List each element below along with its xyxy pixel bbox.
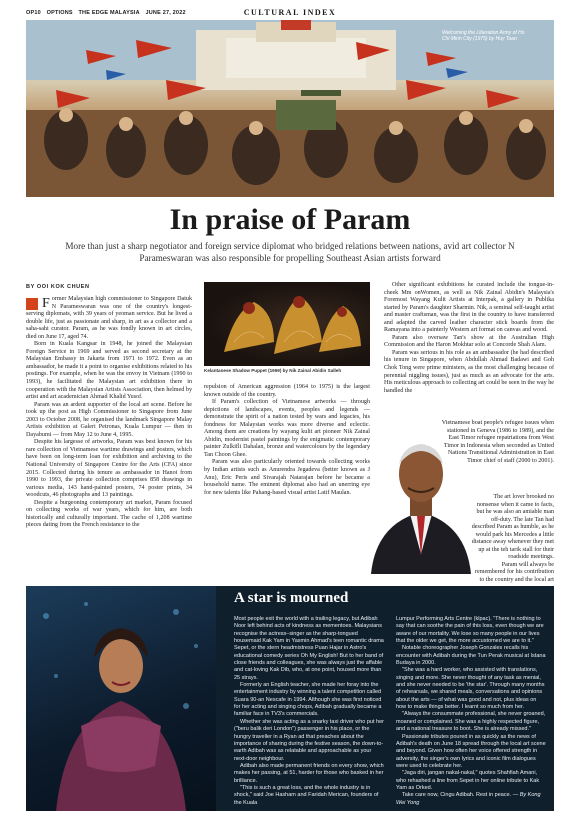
adibah-photo-art (26, 586, 216, 811)
article-column-3-wrap: Vietnamese boat people's refugee issues when stationed in Geneva (1986 to 1989), and the East Timor refugee repatriations from West Timor in Indonesia when seconded as United Nations Transitional Administration in East Timor chief of staff (2000 to 2001). (441, 420, 554, 464)
paragraph (396, 792, 546, 807)
hero-painting (26, 20, 554, 197)
page-header (26, 8, 554, 20)
paragraph: Born in Kuala Kangsar in 1948, he joined the Malaysian Foreign Service in 1969 and served as second secretary at the Malaysian Embassy in Jakarta from 1971 to 1972. Even as an ambassador, he made it a point to organise exhibitions related to his postings. For example, when he was the envoy in Vietnam (1990 to 1993), he facilitated the Malaysian art exhibition there in cooperation with the Malaysian Artists Association, then helmed by artist and art academician Ahmad Khalid Yusof. (26, 341, 192, 401)
lead-paragraph (26, 296, 192, 341)
puppet-caption: Kelantanese Shadow Puppet (1959) by Nik Zainal Abidin Salleh (204, 368, 342, 373)
paragraph: "Jaga diri, jangan nakal-nakal," quotes Shahfiah Amani, who rehashed a line from Sepet in her online tribute to Kak Yam as Orked. (396, 770, 540, 791)
sidebar-box (26, 586, 554, 811)
adibah-photo (26, 586, 216, 811)
hero-painting-art (26, 20, 554, 197)
paragraph: Adibah also made permanent friends on every show, which makes her passing, at 51, harder for those who basked in her brilliance. (234, 762, 384, 784)
article-byline: BY OOI KOK CHUEN (26, 284, 90, 290)
paragraph: repulsion of American aggression (1964 to 1975) is the largest known outside of the country. (204, 384, 370, 398)
header-date: JUNE 27, 2022 (145, 10, 186, 16)
shadow-puppet-art (204, 282, 370, 366)
paragraph: If Param's collection of Vietnamese artworks — through depictions of landscapes, events, peoples and legends — demonstrate the spirit of a nation tested by wars and legacies, his fondness for Malaysian works was more diverse and eclectic. Among them are creations by wayang kulit art pioneer Nik Zainal Abidin, modernist pastel paintings by the enigmatic contemporary painter Zulkifli Dahalan, bronze and watercolours by the legendary Tan Choon Ghee. (204, 399, 370, 458)
header-paper: THE EDGE MALAYSIA (78, 10, 140, 16)
paragraph: The art lover brooked no nonsense when it came to facts, but he was also an amiable man off-duty. The late Tan had described Param as humble, as he would park his Mercedes a little distance away whenever they met up at the teh tarik stall for their roadside meetings. (471, 494, 554, 561)
sidebar-title: A star is mourned (234, 590, 349, 606)
article-title: In praise of Param (169, 203, 411, 236)
closing-line: Take care now, Cingu Adibah. Rest in peace. (402, 792, 512, 799)
paragraph: "Always the consummate professional, she never groaned, moaned or complained. She was a highly respected figure, and a national treasure to boot. She is already missed." (396, 711, 546, 733)
article-deck: More than just a sharp negotiator and foreign service diplomat who bridged relations between nations, avid art collector N Parameswaran was also responsible for propelling Southeast Asian artists forward (65, 241, 515, 263)
dropcap-letter: F (42, 296, 50, 311)
paragraph: Param was also particularly oriented towards collecting works by Indian artists such as Anurendra Jegadeva (better known as J Anu), Eric Peris and Sivarajah Natarajan before he became a household name. The eminent diplomat also had an unerring eye for new talents like Pahang-based visual artist Latif Maulan. (204, 459, 370, 496)
paragraph: Lumpur Performing Arts Centre (klpac). "There is nothing to say that can soothe the pain of this loss, even though we are aware of our mortality. We lose so many people in our lives that the older we get, the more accustomed we are to it." (396, 616, 544, 645)
paragraph: Param was serious in his role as an ambassador (he had described his tenure in Singapore, when Abdullah Ahmad Badawi and Goh Chok Tong were prime ministers, as the most challenging because of perennial niggling issues), just as much as an advocate for the arts. His meticulous approach to collecting art could be seen in the way he handled the (384, 349, 554, 394)
header-section: OP10 (26, 10, 41, 16)
paragraph: Notable choreographer Joseph Gonzales recalls his encounter with Adibah during the Tun Perak musical at Istana Budaya in 2000. (396, 645, 546, 667)
header-category: OPTIONS (46, 10, 73, 16)
dropcap-block (26, 298, 38, 310)
paragraph: Other significant exhibitions he curated include the tongue-in-cheek Mm onWomen, as well as Nik Zainal Abidin's Malaysia's Foremost Wayang Kulit Artists at Interpak, a gallery in Publika started by Param's daughter Sharmin. Nik, a seminal self-taught artist and master craftsman, was the first in the country to have transferred and adapted the carved leather character stick boards from the Ramayana into a painterly Western art format on canvas and wood. (384, 282, 554, 334)
paragraph: Whether she was acting as a snarky taxi driver who put her ("beru balik deri London") passenger in his place, or the hungry traveller in a Ryan ad that preaches about the importance of sharing during the festive season, the down-to-earth Adibah was as relatable and approachable as your next-door neighbour. (234, 718, 384, 762)
article-column-3 (384, 282, 554, 422)
lead-text: ormer Malaysian high commissioner to Singapore Datuk N Parameswaran was one of the country's longest-serving diplomats, with 39 years of yeoman service. But he lived a double life, just as passionate and sharp, in art as a collector and a saha-sahi curator. Param, as he was fondly known in art circles, died on June 17, aged 74. (26, 296, 192, 340)
sidebar-column-1 (234, 616, 384, 806)
paragraph: Passionate tributes poured in as quickly as the news of Adibah's death on June 18 spread through the local art scene and beyond. Given how often her voice offered strength in adversity, the singer's own lyrics and iconic film dialogues were used to celebrate her. (396, 733, 546, 769)
paragraph: Formerly an English teacher, she made her foray into the entertainment industry by winning a talent competition called Suara 90-an Nescafe in 1994. Although she was first noticed for her acting and singing chops, Adibah gradually became a familiar face in TV3's commercials. (234, 682, 382, 718)
paragraph: Despite his largesse of artworks, Param was best known for his rare collection of Vietnamese wartime drawings and posters, which have been on long-term loan for exhibition and archiving to the National University of Singapore Centre for the Arts (CFA) since 2015. Collected during his tenure as ambassador in Hanoi from 1990 to 1993, the private collection comprises 858 drawings in various media, 143 hand-painted posters, 74 poster prints, 34 woodcuts, 46 photographs and 13 paintings. (26, 439, 192, 499)
sidebar-column-2 (396, 616, 546, 806)
paragraph: Param will always be remembered for his contribution to the country and the local art (474, 561, 554, 584)
paragraph: Param was an ardent supporter of the local art scene. Before he took up the post as High Commissioner to Singapore from June 2003 to October 2008, he organised the landmark Singapore Malay Artists exhibition at Galeri Petronas, Kuala Lumpur — then in Dayabumi — from May 12 to June 4, 1995. (26, 401, 192, 438)
header-title: CULTURAL INDEX (243, 8, 337, 17)
shadow-puppet-image (204, 282, 370, 366)
paragraph: Param also oversaw Tan's show at the Australian High Commission and the Haron Mokhtar solo at Concorde Shah Alam. (384, 334, 554, 349)
paragraph: "This is such a great loss, and the whole industry is in shock," said Joe Hasham and Faridah Merican, founders of the Kuala (234, 784, 379, 806)
hero-caption: Welcoming the Liberation Army of Ho Chi Minh City (1975) by Huy Toan (442, 30, 525, 43)
article-column-2 (204, 384, 370, 566)
article-column-1 (26, 296, 192, 566)
article-column-3-end (470, 494, 554, 584)
paragraph: Most people exit the world with a trailing legacy, but Adibah Noor left behind acts of kindness as mementoes. Malaysians recognise the actress–singer as the sharp-tongued housemaid Kak Yam in Yasmin Ahmad's teen romantic drama Sepet, or the stern headmistress Puan Hajar in Astro's educational comedy series Oh My English! But to her band of close friends and colleagues, she was always just the affable and cat-loving Kak Dib, who, at one point, housed more than 25 strays. (234, 616, 384, 681)
paragraph: Despite a burgeoning contemporary art market, Param focused on collecting works of war years, which for him, are both historically and culturally important. The cache of 1,208 wartime pieces dating from the French resistance to the (26, 499, 192, 529)
paragraph: "She was a hard worker, who assisted with translations, singing and more. She never thought of any task as menial, and she never needed to be 'the star'. Through many months of rehearsals, we shared meals, conversations and opinions about the arts — of what was good and not, plus ideas on how to make things better. I learnt so much from her. (396, 667, 545, 711)
sidebar-byline: — By Kong Wei Yong (396, 792, 541, 806)
